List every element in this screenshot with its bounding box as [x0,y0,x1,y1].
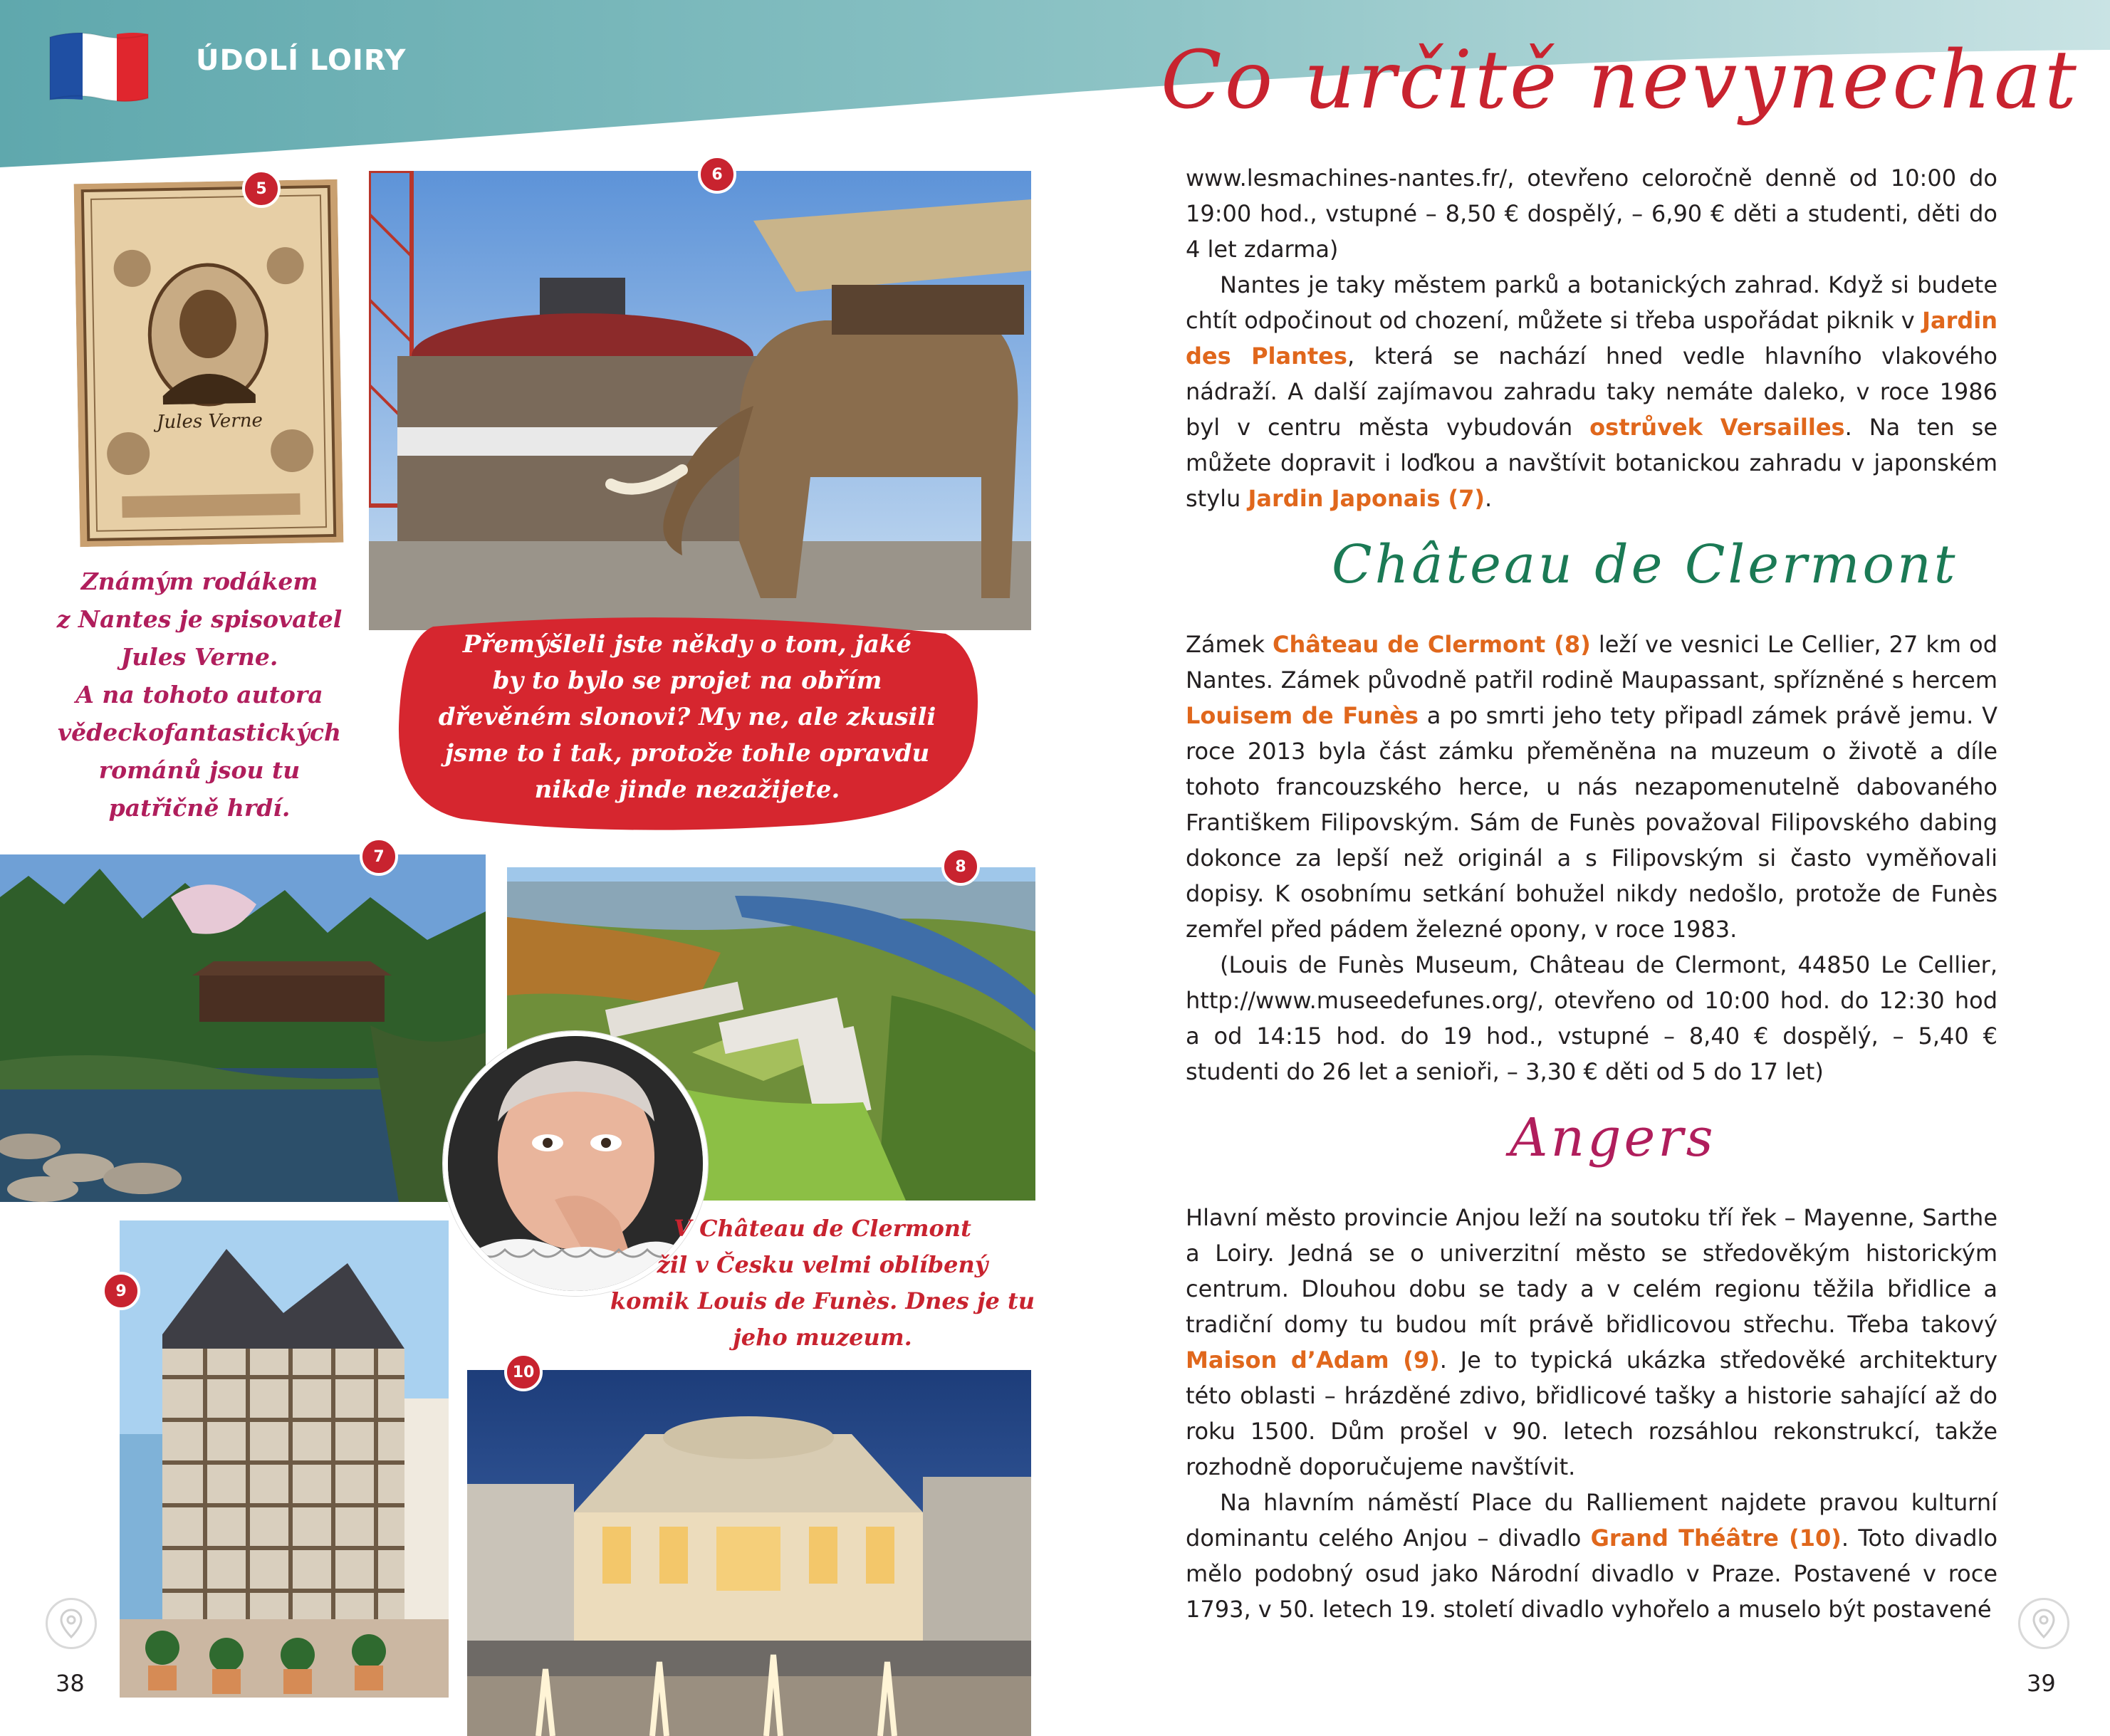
theatre-paragraph: Na hlavním náměstí Place du Ralliement najdete pravou kulturní dominantu celého Anjou – divadlo Grand Théâtre (10). Toto divadlo mělo podobný osud jako Národní divadlo v Praze. Postavené v roce 1793, v 50. letech 19. století divadlo vyhořelo a muselo být postavené [1186,1489,1998,1623]
photo-maison-d-adam [120,1220,449,1698]
page-number-left: 38 [56,1670,85,1697]
jules-verne-caption [36,563,363,827]
location-pin-icon[interactable] [46,1598,97,1649]
caption-line: žil v Česku velmi oblíbený [657,1251,988,1278]
book-signature: Jules Verne [156,409,263,434]
heading-chateau-de-clermont: Château de Clermont [1332,534,1958,595]
link-ostruvek-versailles: ostrůvek Versailles [1589,414,1845,441]
link-chateau-de-clermont: Château de Clermont (8) [1272,631,1591,658]
link-louis-de-funes: Louisem de Funès [1186,702,1419,729]
link-grand-theatre: Grand Théâtre (10) [1590,1525,1842,1552]
intro-text [1186,160,1997,516]
bubble-line: jsme to i tak, protože tohle opravdu [444,739,930,768]
de-funes-caption [548,1211,1097,1356]
parks-paragraph: Nantes je taky městem parků a botanických zahrad. Když si budete chtít odpočinout od chození, můžete si třeba uspořádat piknik v Jardin des Plantes, která se nachází hned vedle hlavního vlakového nádraží. A další zajímavou zahradu taky nemáte daleko, v roce 1986 byl v centru města vybudován ostrůvek Versailles. Na ten se můžete dopravit i loďkou a navštívit botanickou zahradu v japonském stylu Jardin Japonais (7). [1186,271,1998,512]
intro-paragraph: www.lesmachines-nantes.fr/, otevřeno celoročně denně od 10:00 do 19:00 hod., vstupné – 8,50 € dospělý, – 6,90 € děti a studenti, děti do 4 let zdarma) [1186,164,1997,263]
link-jardin-des-plantes: Jardin des Plantes [1186,307,1997,370]
bubble-line: by to bylo se projet na obřím [492,666,882,695]
caption-line: románů jsou tu [98,756,301,784]
caption-line: Známým rodákem [80,568,318,595]
link-maison-d-adam: Maison d’Adam (9) [1186,1347,1440,1374]
photo-number-5: 5 [242,169,281,208]
caption-line: patřičně hrdí. [108,794,291,822]
bubble-line: nikde jinde nezažijete. [534,775,840,804]
bubble-line: Přemýšleli jste někdy o tom, jaké [462,630,912,659]
photo-grand-theatre [467,1370,1031,1736]
page-number-right: 39 [2027,1670,2056,1697]
museum-paragraph: (Louis de Funès Museum, Château de Clermont, 44850 Le Cellier, http://www.museedefunes.org/, otevřeno od 10:00 hod. do 12:30 hod a od 14:15 hod. do 19 hod., vstupné – 8,40 € dospělý, – 5,40 € studenti do 26 let a senioři, – 3,30 € děti od 5 do 17 let) [1186,951,1997,1085]
location-pin-icon[interactable] [2018,1598,2069,1649]
heading-angers: Angers [1510,1107,1716,1168]
photo-number-9: 9 [102,1272,140,1310]
bubble-text [420,627,954,808]
caption-line: komik Louis de Funès. Dnes je tu [610,1287,1035,1314]
caption-line: vědeckofantastických [58,718,341,746]
photo-number-6: 6 [698,155,736,194]
photo-mechanical-elephant [369,171,1031,630]
photo-jules-verne-book [74,179,344,547]
bubble-line: dřevěném slonovi? My ne, ale zkusili [438,703,936,731]
caption-line: jeho muzeum. [733,1324,912,1351]
section-title: ÚDOLÍ LOIRY [196,44,407,77]
link-jardin-japonais: Jardin Japonais (7) [1248,485,1485,512]
french-flag-icon [47,28,151,107]
angers-paragraph: Hlavní město provincie Anjou leží na soutoku tří řek – Mayenne, Sarthe a Loiry. Jedná se o univerzitní město se středověkým historickým centrum. Dlouhou dobu se tady a v celém regionu těžila břidlice a tradiční domy tu budou mít právě břidlicovou střechu. Třeba takový Maison d’Adam (9). Je to typická ukázka středověké architektury této oblasti – hrázděné zdivo, břidlicové tašky a historie sahající až do roku 1500. Dům prošel v 90. letech rozsáhlou rekonstrukcí, takže rozhodně doporučujeme navštívit. [1186,1204,1998,1480]
page-headline: Co určitě nevynechat [1161,34,2079,127]
caption-line: V Château de Clermont [674,1215,971,1242]
angers-text [1186,1200,1997,1627]
chateau-text [1186,627,1997,1089]
photo-number-10: 10 [504,1353,543,1391]
caption-line: A na tohoto autora [75,681,323,708]
photo-number-7: 7 [360,837,398,876]
photo-japanese-garden [0,854,486,1202]
caption-line: z Nantes je spisovatel [56,605,343,633]
photo-number-8: 8 [941,847,980,886]
caption-line: Jules Verne. [120,643,278,671]
chateau-paragraph: Zámek Château de Clermont (8) leží ve vesnici Le Cellier, 27 km od Nantes. Zámek původně patřil rodině Maupassant, spřízněné s hercem Louisem de Funès a po smrti jeho tety připadl zámek právě jemu. V roce 2013 byla část zámku přeměněna na muzeum o životě a díle tohoto francouzského herce, u nás nezapomenutelně dabovaného Františkem Filipovským. Sám de Funès považoval Filipovského dabing dokonce za lepší než originál a s Filipovským si často vyměňovali dopisy. K osobnímu setkání bohužel nikdy nedošlo, protože de Funès zemřel před pádem železné opony, v roce 1983. [1186,631,1998,943]
